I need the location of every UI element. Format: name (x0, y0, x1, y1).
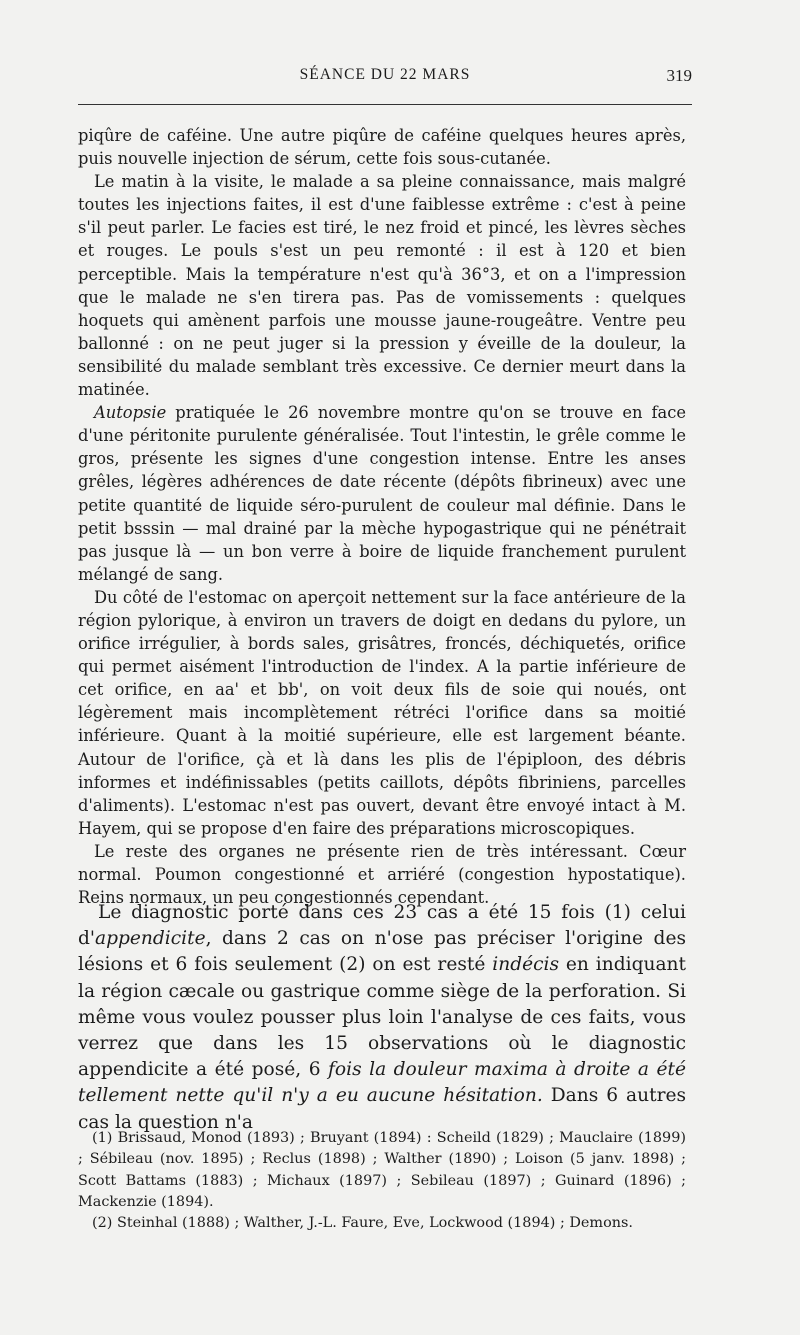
header-rule (78, 104, 692, 105)
footnote-1: (1) Brissaud, Monod (1893) ; Bruyant (1894) : Scheild (1829) ; Mauclaire (1899) ; Sébileau (nov. 1895) ; Reclus (1898) ; Walther (1890) ; Loison (5 janv. 1898) ; Scott Battams (1883) ; Michaux (1897) ; Sebileau (1897) ; Guinard (1896) ; Mackenzie (1894). (78, 1130, 686, 1210)
footnotes (78, 1128, 686, 1234)
text-run: Le diagnostic porté dans ces 23 cas a été 15 fois (1) celui d' (78, 902, 686, 950)
page-header (78, 66, 692, 96)
paragraph-diagnosis (78, 900, 686, 1136)
autopsy-text: pratiquée le 26 novembre montre qu'on se trouve en face d'une péritonite purulente généralisée. Tout l'intestin, le grêle comme le gros, présente les signes d'une congestion intense. Entre les anses grêles, légères adhérences de date récente (dépôts fibrineux) avec une petite quantité de liquide séro-purulent de couleur mal définie. Dans le petit bsssin — mal drainé par la mèche hypogastrique qui ne pénétrait pas jusque là — un bon verre à boire de liquide franchement purulent mélangé de sang. (78, 403, 686, 584)
page-number: 319 (666, 66, 692, 85)
text-run-italic: indécis (492, 954, 559, 976)
paragraph: Le reste des organes ne présente rien de très intéressant. Cœur normal. Poumon congestionné et arriéré (congestion hypostatique). Reins normaux, un peu congestionnés cependant. (78, 841, 686, 908)
running-title: SÉANCE DU 22 MARS (299, 66, 471, 83)
text-run-italic: fois la douleur maxima à droite a été tellement nette qu'il n'y a eu aucune hésitation. (78, 1059, 687, 1107)
paragraph-autopsy (78, 401, 686, 586)
main-text (78, 900, 686, 1136)
text-run-italic: appendicite (95, 928, 206, 950)
case-report-text (78, 124, 686, 909)
footnote-2: (2) Steinhal (1888) ; Walther, J.-L. Faure, Eve, Lockwood (1894) ; Demons. (92, 1215, 633, 1232)
autopsy-label: Autopsie (94, 403, 167, 423)
text-run: en indiquant la région cæcale ou gastrique comme siège de la perforation. Si même vous voulez pousser plus loin l'analyse de ces faits, vous verrez que dans les 15 observations où le diagnostic appendicite a été posé, 6 (78, 954, 686, 1081)
paragraph: piqûre de caféine. Une autre piqûre de caféine quelques heures après, puis nouvelle injection de sérum, cette fois sous-cutanée. (78, 126, 686, 169)
text-run: Dans 6 autres cas la question n'a (78, 1085, 686, 1133)
paragraph: Du côté de l'estomac on aperçoit nettement sur la face antérieure de la région pylorique, à environ un travers de doigt en dedans du pylore, un orifice irrégulier, à bords sales, grisâtres, froncés, déchiquetés, orifice qui permet aisément l'introduction de l'index. A la partie inférieure de cet orifice, en aa' et bb', on voit deux fils de soie qui noués, ont légèrement mais incomplètement rétréci l'orifice dans sa moitié inférieure. Quant à la moitié supérieure, elle est largement béante. Autour de l'orifice, çà et là dans les plis de l'épiploon, des débris informes et indéfinissables (petits caillots, dépôts fibriniens, parcelles d'aliments). L'estomac n'est pas ouvert, devant être envoyé intact à M. Hayem, qui se propose d'en faire des préparations microscopiques. (78, 587, 686, 838)
paragraph: Le matin à la visite, le malade a sa pleine connaissance, mais malgré toutes les injections faites, il est d'une faiblesse extrême : c'est à peine s'il peut parler. Le facies est tiré, le nez froid et pincé, les lèvres sèches et rouges. Le pouls s'est un peu remonté : il est à 120 et bien perceptible. Mais la température n'est qu'à 36°3, et on a l'impression que le malade ne s'en tirera pas. Pas de vomissements : quelques hoquets qui amènent parfois une mousse jaune-rougeâtre. Ventre peu ballonné : on ne peut juger si la pression y éveille de la douleur, la sensibilité du malade semblant très excessive. Ce dernier meurt dans la matinée. (78, 172, 686, 400)
text-run: , dans 2 cas on n'ose pas préciser l'origine des lésions et 6 fois seulement (2) on est resté (78, 928, 686, 976)
